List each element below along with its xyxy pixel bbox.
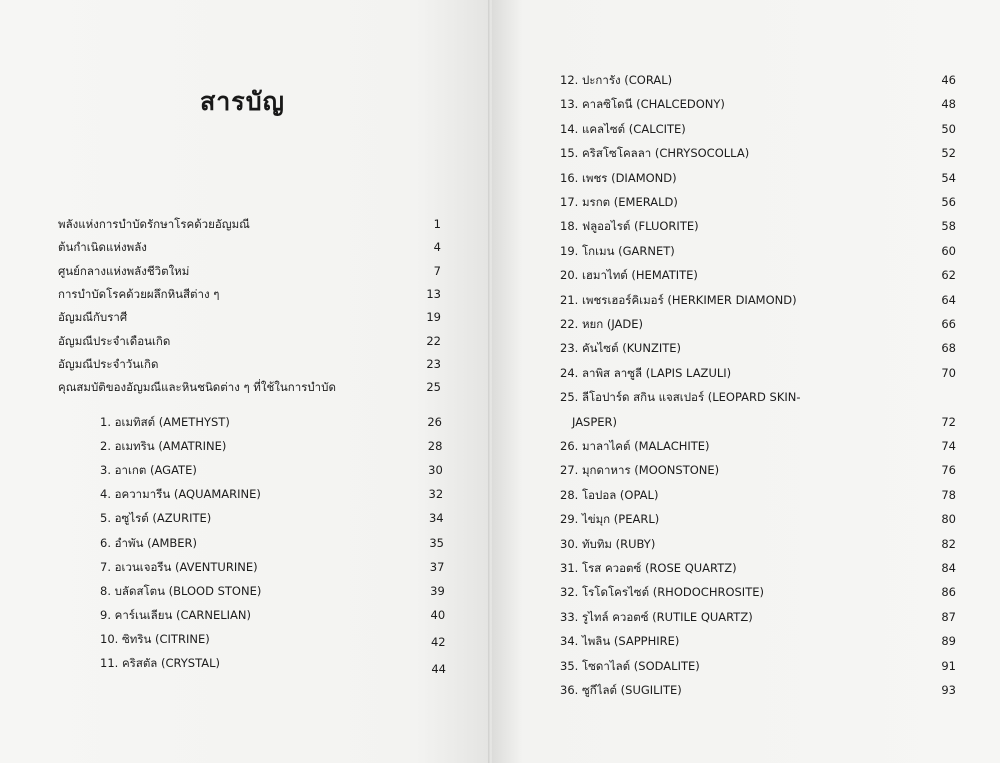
toc-entry-page: 68 <box>941 341 956 356</box>
toc-entry-page: 87 <box>941 609 956 624</box>
toc-entry-page: 7 <box>433 263 441 278</box>
toc-entry-label: 19. โกเมน (GARNET) <box>560 243 675 258</box>
toc-stone-entry <box>560 533 956 555</box>
toc-stone-entry <box>560 337 956 359</box>
toc-entry-label: 20. เฮมาไทต์ (HEMATITE) <box>560 268 698 283</box>
toc-entry-label: 8. บลัดสโตน (BLOOD STONE) <box>100 583 262 598</box>
toc-stone-entry <box>572 411 956 433</box>
toc-entry-page: 84 <box>941 561 956 575</box>
toc-stone-entry <box>560 606 956 628</box>
toc-entry-label: 6. อำพัน (AMBER) <box>100 535 197 550</box>
toc-entry <box>58 283 448 305</box>
toc-entry-page: 66 <box>941 317 956 331</box>
toc-entry-label: 32. โรโดโครไซต์ (RHODOCHROSITE) <box>560 585 764 600</box>
toc-entry-page: 48 <box>941 97 956 112</box>
toc-entry-label: 15. คริสโซโคลลา (CHRYSOCOLLA) <box>560 146 750 161</box>
toc-stone-entry <box>560 362 956 384</box>
toc-entry-page: 78 <box>941 487 956 502</box>
toc-entry-label: 24. ลาพิส ลาซูลี (LAPIS LAZULI) <box>560 365 732 380</box>
toc-entry-page: 82 <box>941 536 956 551</box>
toc-entry-label: 30. ทับทิม (RUBY) <box>560 536 656 551</box>
toc-entry-label: การบำบัดโรคด้วยผลึกหินสีต่าง ๆ <box>58 286 220 301</box>
toc-entry-page: 89 <box>941 634 956 649</box>
toc-entry-page: 22 <box>426 333 441 348</box>
toc-entry-page: 60 <box>941 243 956 258</box>
toc-entry-page: 93 <box>941 683 956 697</box>
toc-entry-page: 30 <box>428 463 443 478</box>
toc-entry-page: 4 <box>433 240 441 255</box>
toc-stone-entry <box>100 532 450 554</box>
toc-stone-entry <box>560 386 920 408</box>
toc-entry-page: 34 <box>428 511 444 526</box>
toc-entry <box>58 306 448 328</box>
toc-entry-page: 23 <box>426 356 441 371</box>
toc-entry-label: 17. มรกต (EMERALD) <box>560 195 678 209</box>
toc-entry-label: 7. อเวนเจอรีน (AVENTURINE) <box>100 559 258 574</box>
toc-stone-entry <box>560 459 956 481</box>
toc-entry-page: 62 <box>941 268 956 283</box>
toc-entry-page: 42 <box>430 634 446 649</box>
toc-entry-label: ต้นกำเนิดแห่งพลัง <box>58 240 147 255</box>
toc-entry-page: 25 <box>426 380 441 395</box>
toc-entry-page: 74 <box>941 439 956 453</box>
toc-entry-page: 56 <box>941 195 956 209</box>
toc-stone-entry <box>560 93 956 115</box>
toc-stone-entry <box>560 679 956 701</box>
toc-entry-label: ศูนย์กลางแห่งพลังชีวิตใหม่ <box>58 263 190 278</box>
toc-entry-page: 19 <box>426 310 441 325</box>
toc-stone-entry <box>560 581 956 603</box>
toc-stone-entry <box>100 604 450 626</box>
toc-entry-page: 70 <box>941 365 956 380</box>
toc-entry-label: 23. คันไซต์ (KUNZITE) <box>560 341 681 356</box>
toc-entry-label: 18. ฟลูออไรต์ (FLUORITE) <box>560 219 699 234</box>
toc-stone-entry <box>560 264 956 286</box>
toc-stone-entry <box>560 215 956 237</box>
toc-stone-entry <box>100 483 450 505</box>
toc-entry <box>58 213 448 235</box>
toc-entry-label: 29. ไข่มุก (PEARL) <box>560 512 660 527</box>
right-page <box>492 0 1000 763</box>
toc-stone-entry <box>560 630 956 652</box>
toc-entry-page: 54 <box>941 170 956 185</box>
toc-entry <box>58 236 448 258</box>
page-title: สารบัญ <box>200 87 285 116</box>
toc-stone-entry <box>100 652 450 674</box>
toc-stone-entry <box>560 313 956 335</box>
toc-entry-page: 76 <box>941 463 956 478</box>
toc-entry-page: 13 <box>426 286 441 301</box>
toc-stone-entry <box>100 580 450 602</box>
toc-entry-label: 13. คาลซิโดนี (CHALCEDONY) <box>560 97 725 112</box>
toc-entry-label: 31. โรส ควอตซ์ (ROSE QUARTZ) <box>560 561 737 575</box>
toc-entry-page: 40 <box>430 607 446 622</box>
toc-entry-label: 21. เพชรเฮอร์คิเมอร์ (HERKIMER DIAMOND) <box>560 292 797 307</box>
toc-entry-label: 27. มุกดาหาร (MOONSTONE) <box>560 463 720 478</box>
toc-stone-entry <box>560 142 956 164</box>
toc-entry-page: 35 <box>429 535 444 550</box>
toc-entry-page: 50 <box>941 121 956 136</box>
toc-stone-entry <box>560 508 956 530</box>
toc-stone-entry <box>560 167 956 189</box>
toc-entry-label: 36. ซูกีไลต์ (SUGILITE) <box>560 683 682 697</box>
toc-entry-label: อัญมณีประจำเดือนเกิด <box>58 333 171 348</box>
toc-stone-entry <box>100 507 450 529</box>
toc-entry-label: 10. ซิทริน (CITRINE) <box>100 631 210 646</box>
toc-entry-label: 9. คาร์เนเลียน (CARNELIAN) <box>100 607 251 622</box>
toc-stone-entry <box>100 628 450 650</box>
toc-entry <box>58 353 448 375</box>
toc-entry-page: 26 <box>427 415 442 429</box>
toc-stone-entry <box>100 435 450 457</box>
toc-entry-label: 28. โอปอล (OPAL) <box>560 487 659 502</box>
toc-entry-label: 35. โซดาไลต์ (SODALITE) <box>560 658 700 673</box>
toc-entry-label: อัญมณีกับราศี <box>58 310 128 325</box>
toc-entry-page: 72 <box>941 414 956 429</box>
toc-entry-label: 4. อความารีน (AQUAMARINE) <box>100 487 261 502</box>
toc-entry-page: 1 <box>433 217 441 231</box>
toc-entry-page: 37 <box>429 559 445 574</box>
toc-entry-label: 16. เพชร (DIAMOND) <box>560 170 677 185</box>
toc-entry-label: 5. อซูไรต์ (AZURITE) <box>100 511 212 526</box>
toc-stone-entry <box>560 118 956 140</box>
toc-stone-entry <box>100 411 450 433</box>
toc-stone-entry <box>100 556 450 578</box>
toc-entry-page: 46 <box>941 73 956 87</box>
toc-entry <box>58 260 448 282</box>
toc-entry-label: 11. คริสตัล (CRYSTAL) <box>100 656 220 670</box>
toc-entry-page: 32 <box>428 487 444 502</box>
toc-entry <box>58 330 448 352</box>
toc-entry-label: 25. ลีโอปาร์ด สกิน แจสเปอร์ (LEOPARD SKIN- <box>560 390 801 405</box>
toc-stone-entry <box>560 655 956 677</box>
toc-stone-entry <box>100 459 450 481</box>
toc-entry-label: JASPER) <box>572 414 618 429</box>
toc-stone-entry <box>560 484 956 506</box>
toc-stone-entry <box>560 240 956 262</box>
toc-entry-page: 64 <box>941 292 956 307</box>
toc-entry-label: 1. อเมทิสต์ (AMETHYST) <box>100 415 230 429</box>
toc-entry-page: 91 <box>941 658 956 673</box>
left-page <box>0 0 490 763</box>
toc-stone-entry <box>560 557 956 579</box>
toc-entry-page: 28 <box>427 439 443 454</box>
toc-stone-entry <box>560 191 956 213</box>
toc-entry-page: 80 <box>941 512 956 527</box>
toc-stone-entry <box>560 435 956 457</box>
toc-entry <box>58 376 448 398</box>
toc-entry-page: 58 <box>941 219 956 234</box>
toc-entry-label: 26. มาลาไคต์ (MALACHITE) <box>560 439 710 453</box>
toc-entry-label: 33. รูไทล์ ควอตซ์ (RUTILE QUARTZ) <box>560 609 753 624</box>
toc-stone-entry <box>560 69 956 91</box>
toc-entry-page: 39 <box>430 583 445 598</box>
toc-entry-label: 2. อเมทริน (AMATRINE) <box>100 439 227 454</box>
toc-entry-page: 52 <box>941 146 956 161</box>
toc-entry-label: พลังแห่งการบำบัดรักษาโรคด้วยอัญมณี <box>58 217 250 231</box>
toc-entry-page: 44 <box>431 662 446 676</box>
toc-entry-label: 3. อาเกต (AGATE) <box>100 463 197 478</box>
toc-entry-label: คุณสมบัติของอัญมณีและหินชนิดต่าง ๆ ที่ใช้ในการบำบัด <box>58 380 336 395</box>
toc-entry-label: 34. ไพลิน (SAPPHIRE) <box>560 634 680 649</box>
toc-entry-page: 86 <box>941 585 956 600</box>
toc-entry-label: 22. หยก (JADE) <box>560 317 644 331</box>
toc-entry-label: 12. ปะการัง (CORAL) <box>560 73 673 87</box>
toc-entry-label: 14. แคลไซต์ (CALCITE) <box>560 121 686 136</box>
toc-entry-label: อัญมณีประจำวันเกิด <box>58 356 159 371</box>
toc-stone-entry <box>560 289 956 311</box>
